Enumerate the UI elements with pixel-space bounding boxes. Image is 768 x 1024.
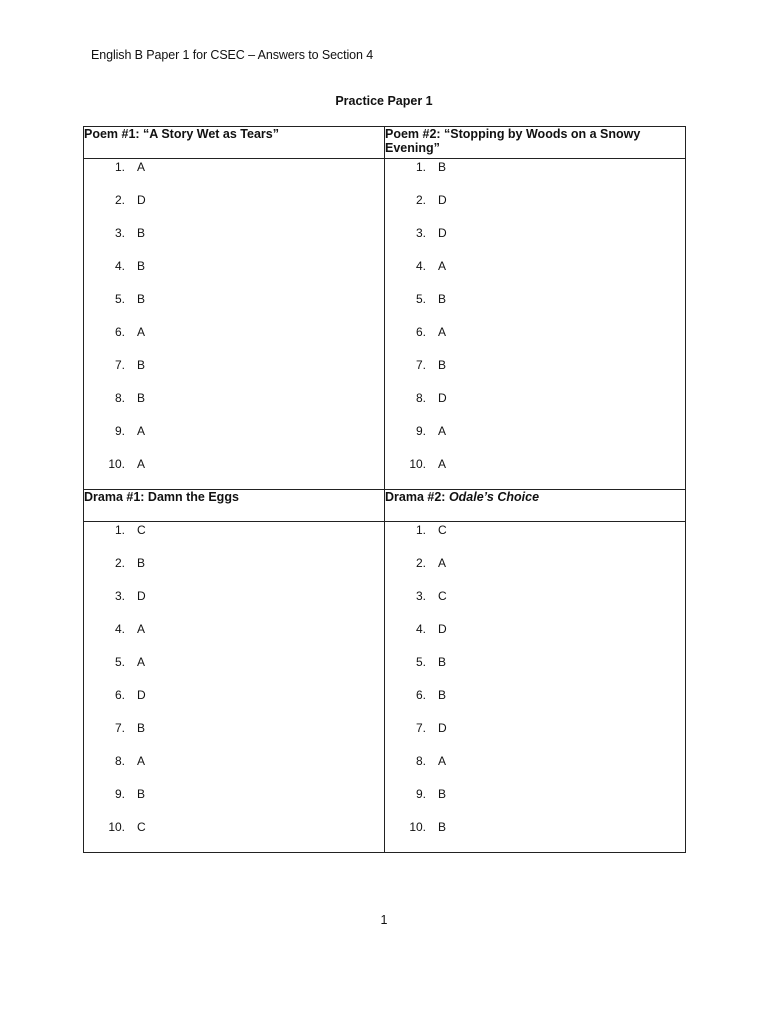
answer-letter: B (137, 556, 146, 570)
drama1-answers-cell (84, 522, 385, 853)
answer-item (385, 390, 685, 423)
poem2-heading: Poem #2: “Stopping by Woods on a Snowy Evening” (385, 127, 686, 159)
answer-number: 8. (415, 754, 426, 768)
answer-item (84, 192, 384, 225)
answer-number: 10. (409, 820, 426, 834)
answer-letter: A (438, 325, 447, 339)
poem1-answers-cell (84, 159, 385, 490)
poem2-answer-list (385, 159, 685, 489)
answer-letter: B (137, 721, 146, 735)
answer-letter: B (137, 226, 146, 240)
answer-letter: B (438, 655, 447, 669)
answer-number: 9. (114, 424, 125, 438)
answer-letter: A (137, 655, 146, 669)
answer-item (385, 522, 685, 555)
answer-number: 5. (114, 655, 125, 669)
answer-item (84, 720, 384, 753)
answer-item (84, 159, 384, 192)
drama2-heading-title: Odale’s Choice (448, 490, 540, 504)
answer-number: 6. (114, 688, 125, 702)
answer-number: 2. (114, 556, 125, 570)
answer-item (84, 357, 384, 390)
answer-number: 8. (114, 391, 125, 405)
answer-number: 7. (415, 721, 426, 735)
answer-number: 5. (114, 292, 125, 306)
answer-item (84, 819, 384, 852)
answer-item (385, 654, 685, 687)
answer-number: 8. (114, 754, 125, 768)
answer-item (84, 390, 384, 423)
answer-number: 7. (415, 358, 426, 372)
answer-item (385, 588, 685, 621)
answer-letter: D (137, 193, 146, 207)
answer-item (385, 456, 685, 489)
answer-item (84, 621, 384, 654)
answer-letter: D (438, 226, 447, 240)
answer-item (385, 720, 685, 753)
answer-letter: C (137, 820, 146, 834)
answer-number: 7. (114, 721, 125, 735)
answer-item (385, 258, 685, 291)
answer-item (385, 621, 685, 654)
answer-letter: B (137, 391, 146, 405)
answer-letter: B (137, 292, 146, 306)
answer-item (385, 687, 685, 720)
answer-letter: B (438, 292, 447, 306)
drama2-heading-prefix: Drama #2: (385, 490, 449, 504)
answer-letter: A (438, 259, 447, 273)
answer-item (84, 291, 384, 324)
answer-number: 2. (415, 556, 426, 570)
answer-item (385, 423, 685, 456)
answer-number: 3. (415, 589, 426, 603)
answer-item (385, 291, 685, 324)
answer-item (84, 225, 384, 258)
answer-item (385, 192, 685, 225)
answer-number: 10. (108, 457, 125, 471)
answer-number: 6. (415, 325, 426, 339)
answer-item (84, 753, 384, 786)
drama2-answer-list (385, 522, 685, 852)
answer-letter: A (137, 457, 146, 471)
answer-item (385, 357, 685, 390)
answer-item (385, 225, 685, 258)
answer-letter: D (137, 589, 146, 603)
document-header: English B Paper 1 for CSEC – Answers to Section 4 (91, 48, 374, 62)
answer-number: 3. (415, 226, 426, 240)
drama1-heading: Drama #1: Damn the Eggs (84, 490, 385, 522)
answer-number: 2. (114, 193, 125, 207)
answer-number: 1. (415, 160, 426, 174)
answer-item (84, 522, 384, 555)
answer-item (84, 588, 384, 621)
answer-letter: B (438, 358, 447, 372)
answer-number: 3. (114, 589, 125, 603)
answer-number: 6. (415, 688, 426, 702)
poem1-answer-list (84, 159, 384, 489)
answer-letter: B (438, 688, 447, 702)
answer-number: 1. (415, 523, 426, 537)
answer-letter: A (137, 754, 146, 768)
answer-item (385, 819, 685, 852)
answer-letter: A (137, 325, 146, 339)
answer-letter: D (438, 622, 447, 636)
answer-number: 4. (114, 622, 125, 636)
answer-letter: D (438, 391, 447, 405)
answer-letter: A (438, 424, 447, 438)
answer-letter: B (438, 820, 447, 834)
answer-item (84, 555, 384, 588)
answer-letter: D (438, 193, 447, 207)
answer-number: 9. (114, 787, 125, 801)
answer-item (385, 786, 685, 819)
answer-letter: C (438, 589, 447, 603)
answer-item (84, 423, 384, 456)
answer-number: 6. (114, 325, 125, 339)
answer-number: 10. (409, 457, 426, 471)
answer-item (385, 753, 685, 786)
answer-number: 4. (114, 259, 125, 273)
document-title: Practice Paper 1 (335, 94, 433, 108)
answer-letter: B (137, 787, 146, 801)
answer-item (84, 654, 384, 687)
answer-number: 3. (114, 226, 125, 240)
answer-letter: A (438, 457, 447, 471)
answer-letter: B (438, 160, 447, 174)
drama2-heading (385, 490, 686, 522)
page-number: 1 (380, 913, 388, 927)
answer-number: 4. (415, 622, 426, 636)
answer-item (84, 324, 384, 357)
answer-number: 7. (114, 358, 125, 372)
answer-item (84, 687, 384, 720)
answer-letter: A (137, 424, 146, 438)
answer-letter: B (137, 358, 146, 372)
answer-item (84, 786, 384, 819)
answer-number: 9. (415, 787, 426, 801)
answers-table (83, 126, 686, 853)
answer-number: 10. (108, 820, 125, 834)
answer-number: 4. (415, 259, 426, 273)
answer-number: 2. (415, 193, 426, 207)
answer-item (84, 258, 384, 291)
answer-item (84, 456, 384, 489)
answer-letter: A (137, 622, 146, 636)
answer-number: 1. (114, 523, 125, 537)
answer-item (385, 159, 685, 192)
answer-number: 9. (415, 424, 426, 438)
drama1-answer-list (84, 522, 384, 852)
answer-number: 8. (415, 391, 426, 405)
answer-letter: A (137, 160, 146, 174)
answer-letter: A (438, 556, 447, 570)
answer-letter: C (438, 523, 447, 537)
answer-letter: B (137, 259, 146, 273)
answer-letter: D (438, 721, 447, 735)
answer-letter: A (438, 754, 447, 768)
answer-letter: B (438, 787, 447, 801)
answer-item (385, 555, 685, 588)
answer-letter: C (137, 523, 146, 537)
answer-number: 1. (114, 160, 125, 174)
answer-letter: D (137, 688, 146, 702)
answer-number: 5. (415, 655, 426, 669)
poem1-heading: Poem #1: “A Story Wet as Tears” (84, 127, 385, 159)
answer-item (385, 324, 685, 357)
drama2-answers-cell (385, 522, 686, 853)
poem2-answers-cell (385, 159, 686, 490)
answer-number: 5. (415, 292, 426, 306)
